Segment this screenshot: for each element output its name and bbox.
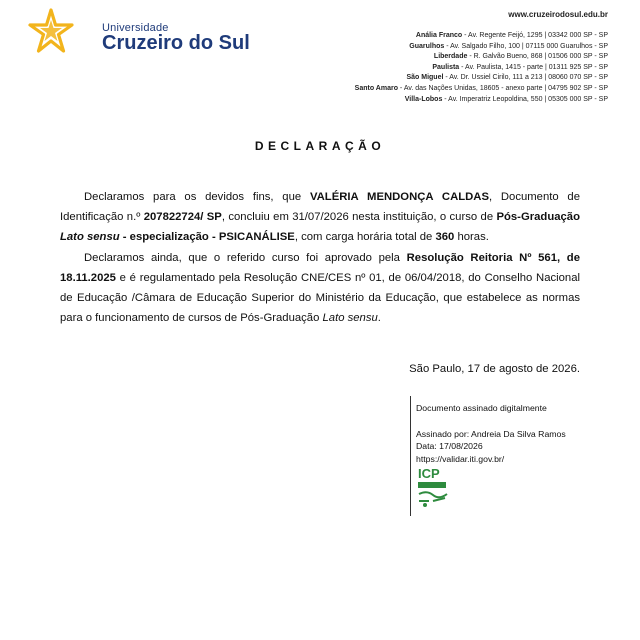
campus-address: Villa-Lobos - Av. Imperatriz Leopoldina, 550 | 05305 000 SP - SP <box>404 95 608 103</box>
declaration-paragraph-2: Declaramos ainda, que o referido curso foi aprovado pela Resolução Reitoria Nº 561, de 18.11.2025 e é regulamentado pela Resolução CNE/CES nº 01, de 06/04/2018, do Conselho Nacional de Educação /Câmara de Educação Superior do Ministério da Educação, que estabelece as normas para o funcionamento de cursos de Pós-Graduação Lato sensu. <box>60 252 580 324</box>
campus-address: Santo Amaro - Av. das Nações Unidas, 18605 - anexo parte | 04795 902 SP - SP <box>354 84 608 92</box>
signature-title: Documento assinado digitalmente <box>416 403 547 413</box>
university-logo <box>28 8 250 58</box>
icp-brasil-seal-icon <box>415 464 451 508</box>
campus-address: Liberdade - R. Galvão Bueno, 868 | 01506 000 SP - SP <box>433 53 608 61</box>
signature-date: Data: 17/08/2026 <box>416 441 483 451</box>
course-hours: 360 <box>435 231 455 243</box>
campus-address: Paulista - Av. Paulista, 1415 - parte | 01311 925 SP - SP <box>432 63 608 71</box>
campus-address: Guarulhos - Av. Salgado Filho, 100 | 07115 000 Guarulhos - SP <box>409 42 608 50</box>
svg-text:ICP: ICP <box>418 466 440 481</box>
star-logo-icon <box>28 8 74 54</box>
resolution-reference: Resolução Reitoria Nº 561, de 18.11.2025 <box>60 252 580 284</box>
document-id: 207822724/ SP <box>143 211 222 223</box>
campus-address: São Miguel - Av. Dr. Ussiel Cirilo, 111 a 213 | 08060 070 SP - SP <box>406 74 608 82</box>
place-and-date: São Paulo, 17 de agosto de 2026. <box>409 363 580 375</box>
website-url: www.cruzeirodosul.edu.br <box>508 10 608 19</box>
campus-address-list <box>355 31 608 105</box>
digital-signature-block <box>410 396 606 516</box>
signature-validation-link[interactable]: https://validar.iti.gov.br/ <box>416 454 505 464</box>
document-title: DECLARAÇÃO <box>254 139 386 153</box>
declaration-paragraph-1: Declaramos para os devidos fins, que VALÉRIA MENDONÇA CALDAS, Documento de Identificação n.º 207822724/ SP, concluiu em 31/07/2026 nesta instituição, o curso de Pós-Graduação Lato sensu - especialização - PSICANÁLISE, com carga horária total de 360 horas. <box>60 191 580 243</box>
signature-signer: Assinado por: Andreia Da Silva Ramos <box>416 429 566 439</box>
campus-address: Anália Franco - Av. Regente Feijó, 1295 | 03342 000 SP - SP <box>415 32 608 39</box>
logo-university-word: Universidade <box>102 22 169 34</box>
student-name: VALÉRIA MENDONÇA CALDAS <box>309 191 489 203</box>
logo-university-name: Cruzeiro do Sul <box>102 32 250 54</box>
